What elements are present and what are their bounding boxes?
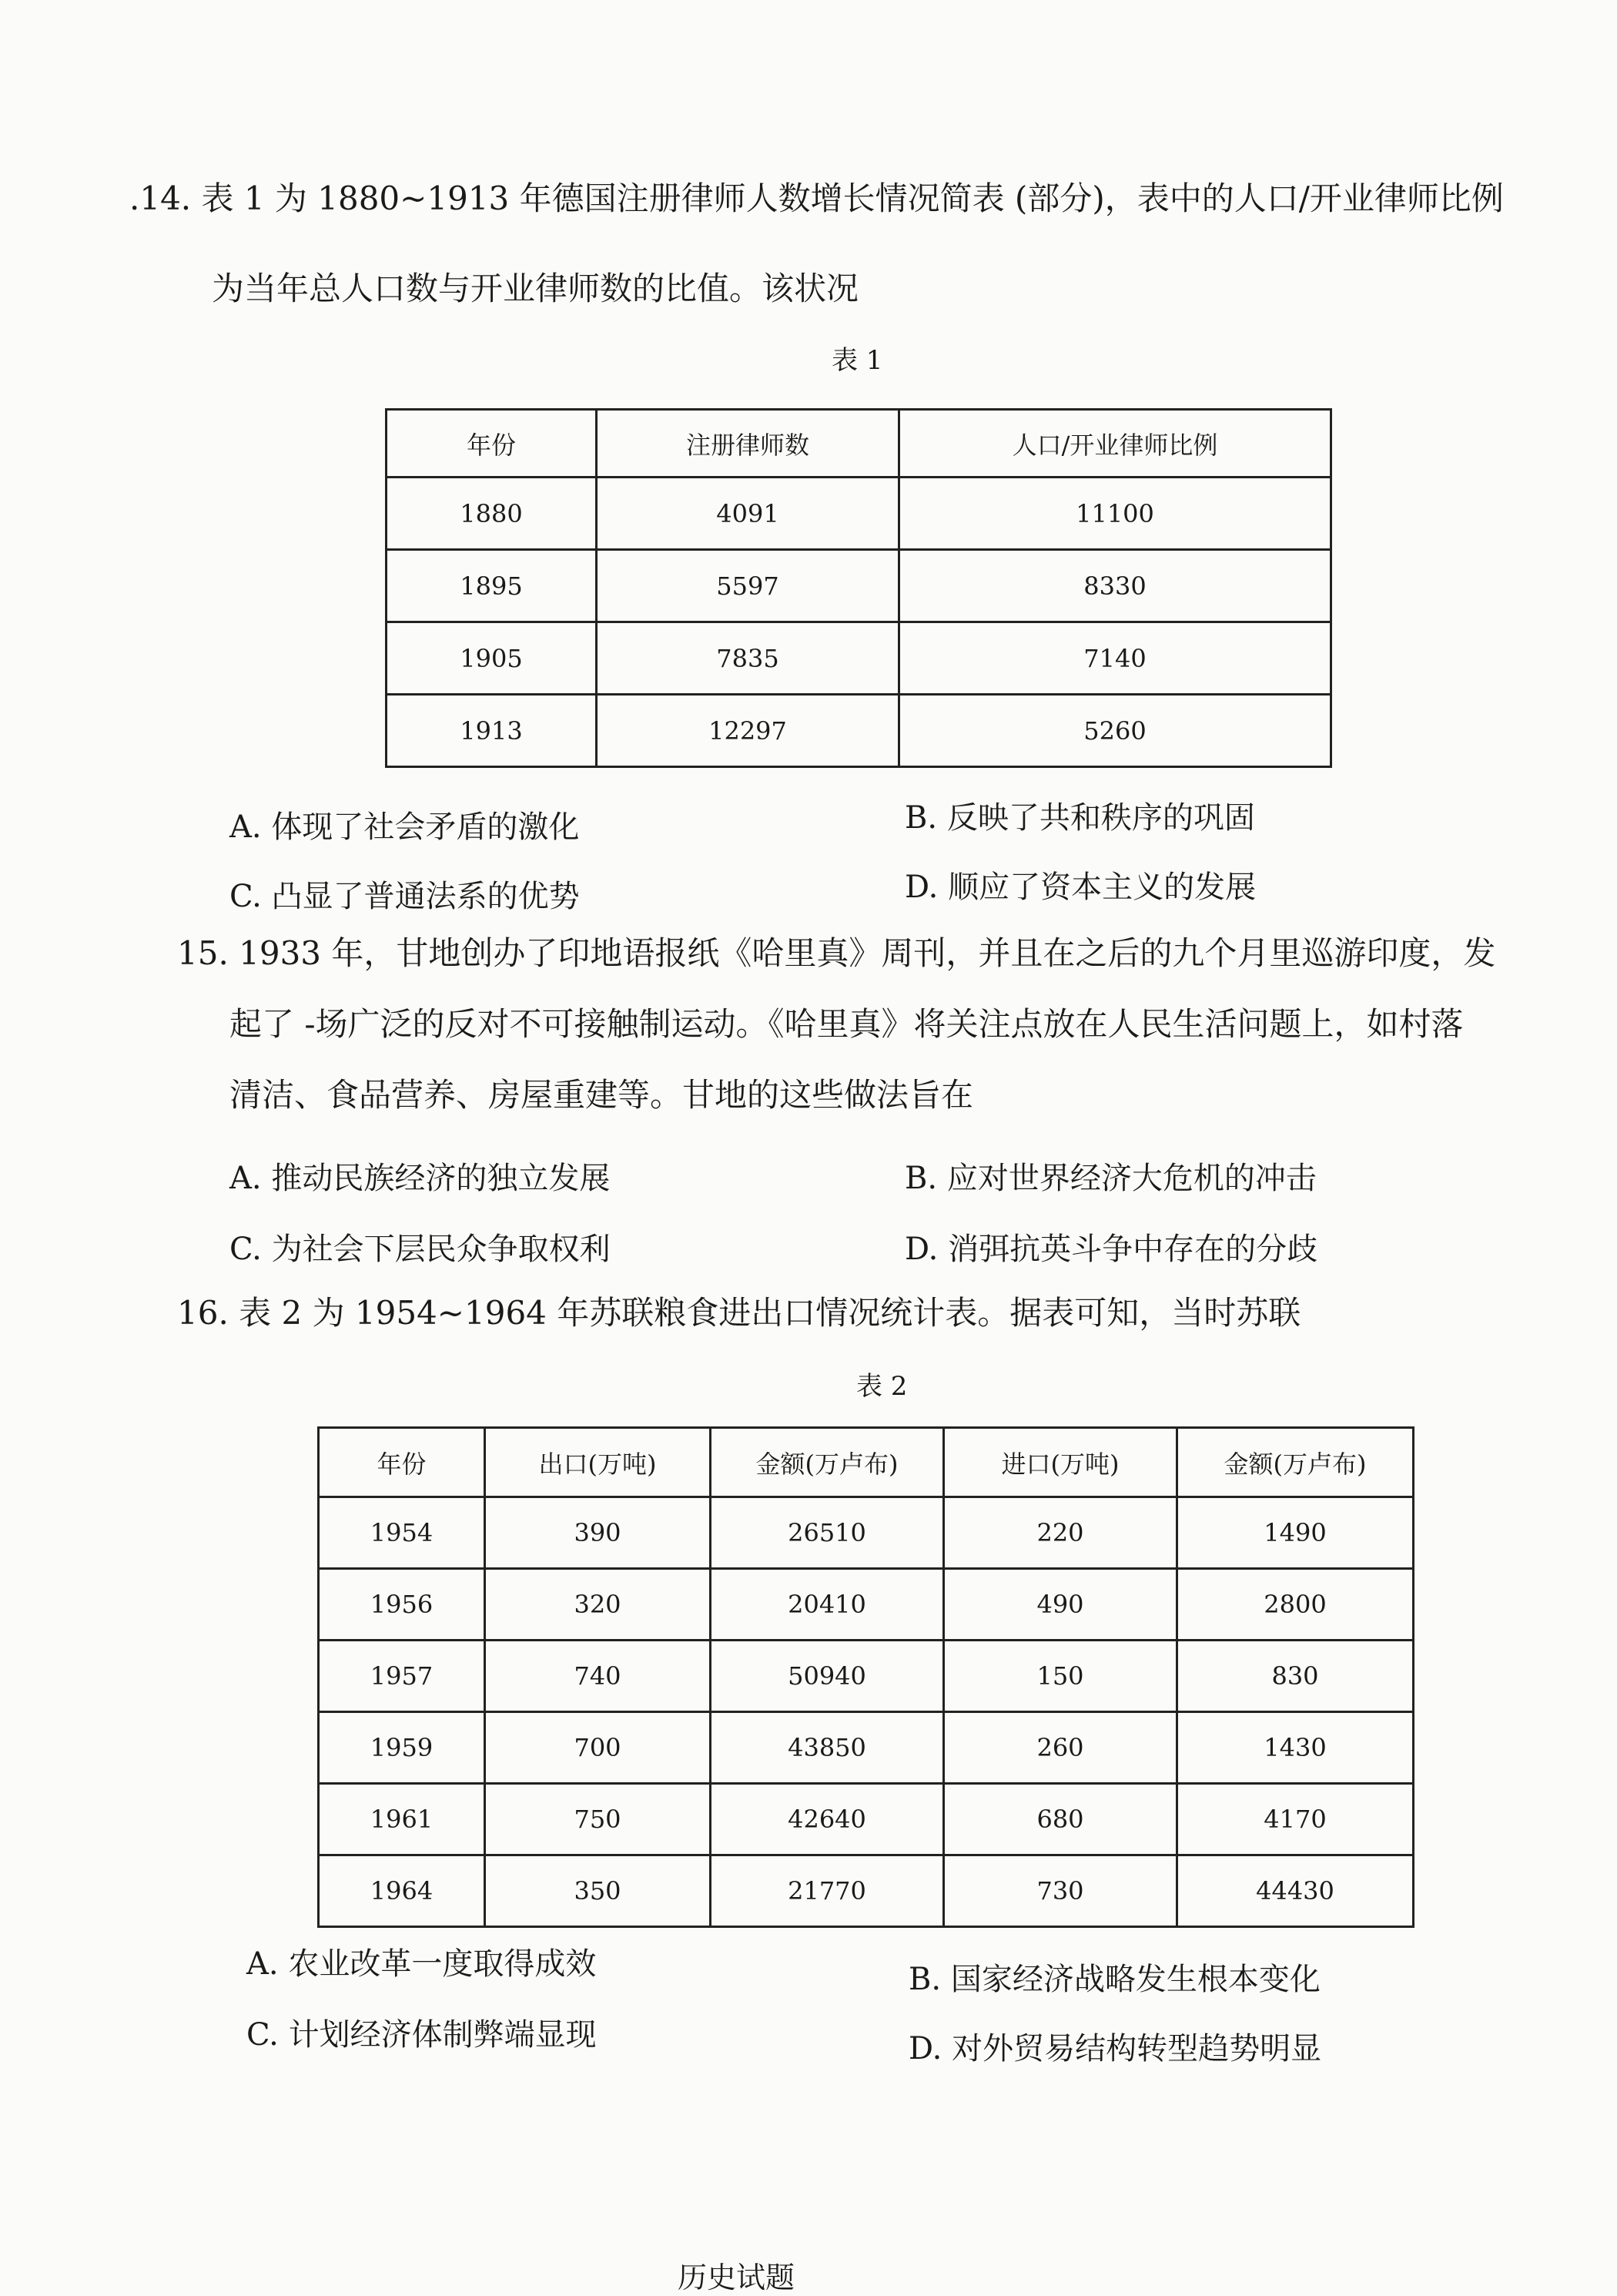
table2-cell: 1430 <box>1177 1712 1414 1784</box>
q15-option-d: D. 消弭抗英斗争中存在的分歧 <box>905 1232 1318 1267</box>
q16-stem: 16. 表 2 为 1954~1964 年苏联粮食进出口情况统计表。据表可知，当时苏联 <box>177 1294 1301 1332</box>
table1-cell: 1913 <box>387 695 597 767</box>
table-row <box>319 1497 1414 1569</box>
table2-caption: 表 2 <box>856 1371 908 1402</box>
table1-cell: 5260 <box>899 695 1331 767</box>
table1-cell: 11100 <box>899 478 1331 550</box>
table-row <box>387 550 1331 622</box>
q14-option-c: C. 凸显了普通法系的优势 <box>229 879 580 914</box>
table-row <box>319 1641 1414 1712</box>
q15-stem-line2: 起了 -场广泛的反对不可接触制运动。《哈里真》将关注点放在人民生活问题上，如村落 <box>229 1005 1464 1043</box>
q14-option-d: D. 顺应了资本主义的发展 <box>905 870 1257 905</box>
q16-option-a: A. 农业改革一度取得成效 <box>246 1946 597 1982</box>
table2-cell: 350 <box>485 1855 711 1927</box>
table2-cell: 390 <box>485 1497 711 1569</box>
table2-cell: 43850 <box>711 1712 944 1784</box>
table2-cell: 50940 <box>711 1641 944 1712</box>
table2-cell: 700 <box>485 1712 711 1784</box>
table2-header: 年份 <box>319 1428 485 1497</box>
table1-cell: 12297 <box>597 695 899 767</box>
table1-cell: 5597 <box>597 550 899 622</box>
table2-cell: 830 <box>1177 1641 1414 1712</box>
q15-stem-line3: 清洁、食品营养、房屋重建等。甘地的这些做法旨在 <box>229 1076 974 1114</box>
table2-header-row <box>319 1428 1414 1497</box>
table2-cell: 740 <box>485 1641 711 1712</box>
table2-cell: 1490 <box>1177 1497 1414 1569</box>
q15-option-a: A. 推动民族经济的独立发展 <box>229 1161 611 1196</box>
table2-cell: 220 <box>944 1497 1177 1569</box>
table2-cell: 1956 <box>319 1569 485 1641</box>
table-row <box>319 1855 1414 1927</box>
table2-cell: 2800 <box>1177 1569 1414 1641</box>
table2-cell: 44430 <box>1177 1855 1414 1927</box>
table2-cell: 42640 <box>711 1784 944 1855</box>
table1-cell: 4091 <box>597 478 899 550</box>
table2-cell: 20410 <box>711 1569 944 1641</box>
table2-cell: 1954 <box>319 1497 485 1569</box>
q15-option-c: C. 为社会下层民众争取权利 <box>229 1232 611 1267</box>
table2-cell: 1964 <box>319 1855 485 1927</box>
table1-cell: 7835 <box>597 622 899 695</box>
table2-header: 出口(万吨) <box>485 1428 711 1497</box>
table-row <box>387 695 1331 767</box>
table1-cell: 1905 <box>387 622 597 695</box>
table2-cell: 490 <box>944 1569 1177 1641</box>
table2-header: 金额(万卢布) <box>711 1428 944 1497</box>
table1-caption: 表 1 <box>832 345 883 376</box>
table-row <box>319 1712 1414 1784</box>
table2-cell: 26510 <box>711 1497 944 1569</box>
table2-cell: 150 <box>944 1641 1177 1712</box>
table-row <box>387 478 1331 550</box>
q15-option-b: B. 应对世界经济大危机的冲击 <box>905 1161 1317 1196</box>
table1-header-row <box>387 410 1331 478</box>
table1-cell: 8330 <box>899 550 1331 622</box>
q16-option-d: D. 对外贸易结构转型趋势明显 <box>909 2031 1322 2066</box>
table2-cell: 260 <box>944 1712 1177 1784</box>
table2-header: 金额(万卢布) <box>1177 1428 1414 1497</box>
table2-header: 进口(万吨) <box>944 1428 1177 1497</box>
table1-cell: 1880 <box>387 478 597 550</box>
q16-option-b: B. 国家经济战略发生根本变化 <box>909 1962 1321 1997</box>
table2-cell: 680 <box>944 1784 1177 1855</box>
page-footer: 历史试题 <box>678 2261 795 2294</box>
q15-stem-line1: 15. 1933 年，甘地创办了印地语报纸《哈里真》周刊，并且在之后的九个月里巡游印度，发 <box>177 934 1496 972</box>
q14-stem-line2: 为当年总人口数与开业律师数的比值。该状况 <box>212 270 859 307</box>
table2-cell: 1959 <box>319 1712 485 1784</box>
table2-cell: 730 <box>944 1855 1177 1927</box>
table2 <box>317 1426 1414 1928</box>
table2-cell: 21770 <box>711 1855 944 1927</box>
q14-option-a: A. 体现了社会矛盾的激化 <box>229 809 580 845</box>
table2-cell: 750 <box>485 1784 711 1855</box>
table1-header: 年份 <box>387 410 597 478</box>
q14-stem-line1: .14. 表 1 为 1880~1913 年德国注册律师人数增长情况简表 (部分)，表中的人口/开业律师比例 <box>129 179 1504 217</box>
table-row <box>387 622 1331 695</box>
table2-cell: 1961 <box>319 1784 485 1855</box>
table-row <box>319 1784 1414 1855</box>
table-row <box>319 1569 1414 1641</box>
table2-cell: 320 <box>485 1569 711 1641</box>
table1-cell: 7140 <box>899 622 1331 695</box>
table1-header: 注册律师数 <box>597 410 899 478</box>
q16-option-c: C. 计划经济体制弊端显现 <box>246 2017 597 2053</box>
table2-cell: 4170 <box>1177 1784 1414 1855</box>
table1 <box>385 408 1332 768</box>
q14-option-b: B. 反映了共和秩序的巩固 <box>905 800 1255 836</box>
table1-header: 人口/开业律师比例 <box>899 410 1331 478</box>
table1-cell: 1895 <box>387 550 597 622</box>
table2-cell: 1957 <box>319 1641 485 1712</box>
